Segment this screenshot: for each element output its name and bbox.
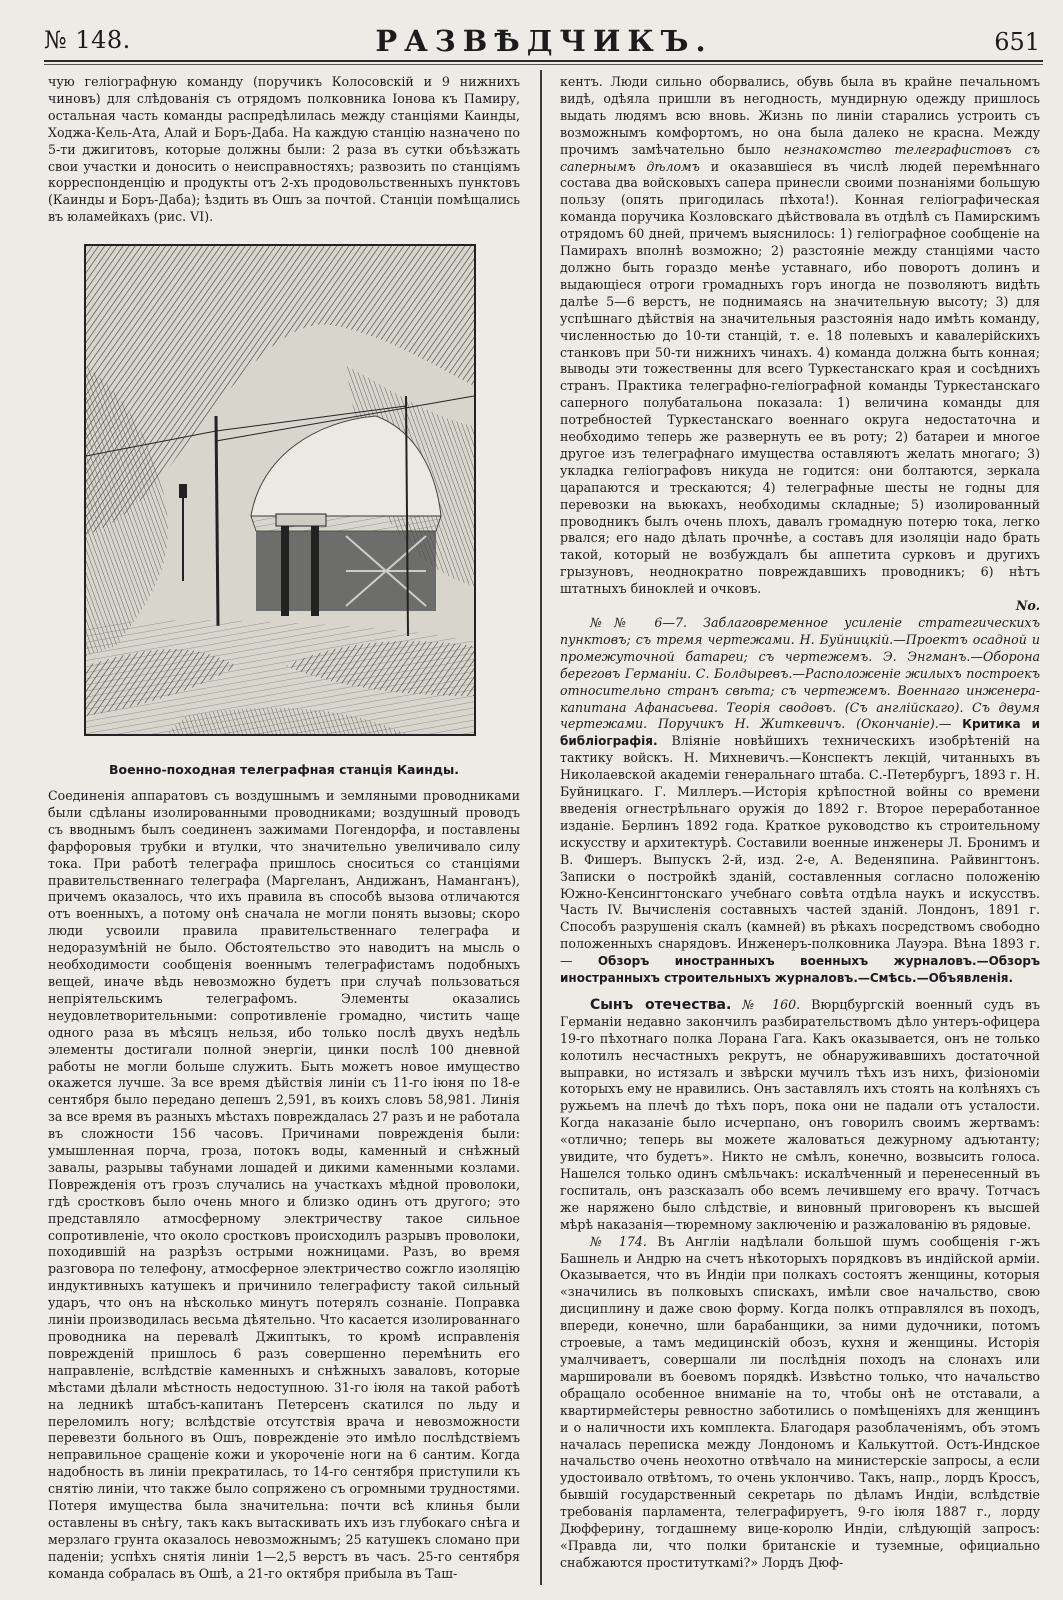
paragraph: Соединенія аппаратовъ съ воздушнымъ и земляными проводниками были сдѣланы изолированными проводниками; воздушный проводъ съ вводнымъ былъ соединенъ зажимами Погендорфа, и поставлены фарфоровыя трубки и втулки, что значительно увеличивало силу тока. При работѣ телеграфа пришлось сноситься со станціями правительственнаго телеграфа (Маргеланъ, Андижанъ, Наманганъ), причемъ оказалось, что ихъ правила въ способѣ вызова отличаются отъ военныхъ, а потому онѣ сначала не могли понять вызовы; скоро люди усвоили правила правительственнаго телеграфа и недоразумѣній не было. Обстоятельство это наводитъ на мысль о необходимости сообщенія военнымъ телеграфистамъ подобныхъ вещей, иначе вѣдь невозможно будетъ при случаѣ пользоваться непріятельскимъ телеграфомъ. Элементы оказались неудовлетворительными: сопротивленіе громадно, чистить чаще одного раза въ мѣсяцъ нельзя, ибо только послѣ двухъ недѣль элементы достигали полной энергіи, цинки послѣ 100 дневной работы не могли больше служить. Быть можетъ новое имущество окажется лучше. За все время дѣйствія линіи съ 11-го іюня по 18-е сентября было передано депешъ 2,591, въ коихъ словъ 58,981. Линія за все время въ разныхъ мѣстахъ повреждалась 27 разъ и не работала въ сложности 156 часовъ. Причинами поврежденія были: умышленная порча, гроза, потокъ воды, каменный и снѣжный завалы, разрывы табунами лошадей и дикими каменными козлами. Поврежденія отъ грозъ случались на участкахъ мѣдной проволоки, гдѣ сростковъ было очень много и близко одинъ отъ другого; это представляло атмосферному электричеству такое сильное сопротивленіе, что около сростковъ происходилъ разрывъ проволоки, походившій на разрѣзъ острыми ножницами. Разъ, во время разговора по телефону, атмосферное электричество сожгло изоляцію индуктивныхъ катушекъ и причинило телеграфисту такой сильный ударъ, что онъ на нѣсколько минутъ потерялъ сознаніе. Поправка линіи производилась весьма дѣятельно. Что касается изолированнаго проводника на перевалѣ Джиптыкъ, то кромѣ исправленія поврежденій пришлось 6 разъ совершенно перемѣнить его направленіе, вслѣдствіе каменныхъ и снѣжныхъ заваловъ, которые мѣстами дѣлали мѣстность недоступною. 31-го іюля на такой работѣ на ледникѣ штабсъ-капитанъ Петерсенъ скатился по льду и переломилъ ногу; вслѣдствіе отсутствія врача и невозможности перевезти больного въ Ошъ, поврежденіе это имѣло послѣдствіемъ неправильное сращеніе кожи и укороченіе ноги на 6 сантим. Когда надобность въ линіи прекратилась, то 14-го сентября приступили къ снятію линіи, что также было сопряжено съ огромными трудностями. Потеря имущества была значительна: почти всѣ клинья были оставлены въ снѣгу, такъ какъ вытаскивать ихъ изъ глубокаго снѣга и мерзлаго грунта оказалось невозможнымъ; 25 катушекъ сломано при паденіи; успѣхъ снятія линіи 1—2,5 верстъ въ часъ. 25-го сентября команда собралась въ Ошѣ, а 21-го октября прибыла въ Таш- (48, 788, 520, 1581)
right-column (560, 74, 1040, 1572)
figure-caption: Военно-походная телеграфная станція Каинды. (108, 762, 460, 777)
section-title-syn-otechestva: Сынъ отечества. (590, 996, 732, 1013)
text-run: и оказавшіеся въ числѣ людей перемѣннаго состава два войсковыхъ сапера принесли своими познаніями большую пользу (опять пригодилась пѣхота!). Конная геліографическая команда поручика Козловскаго дѣйствовала въ отдѣлѣ съ Памирскимъ отрядомъ 60 дней, причемъ выяснилось: 1) геліографное сообщеніе на Памирахъ вполнѣ возможно; 2) разстояніе между станціями часто должно быть гораздо менѣе уставнаго, ибо поворотъ долинъ и выдающіеся отроги громадныхъ горъ иногда не позволяютъ видѣть далѣе 5—6 верстъ, не поднимаясь на значительную высоту; 3) для успѣшнаго дѣйствія на значительныя разстоянія надо имѣть команду, численностью до 10-ти станцій, т. е. 18 полевыхъ и кавалерійскихъ станковъ при 50-ти нижнихъ чинахъ. 4) команда должна быть конная; выводы эти тожественны для всего Туркестанскаго края и сосѣднихъ странъ. Практика телеграфно-геліографной команды Туркестанскаго саперного полубатальона показала: 1) величина команды для потребностей Туркестанскаго военнаго округа недостаточна и необходимо теперь же развернуть ее въ роту; 2) батареи и многое другое изъ телеграфнаго имущества оставляютъ желать многаго; 3) укладка геліографовъ никуда не годится: они болтаются, зеркала царапаются и трескаются; 4) телеграфные шесты не годны для перевозки на вьюкахъ, необходимы складные; 5) изолированный проводникъ былъ очень плохъ, давалъ громадную потерю тока, легко рвался; его надо дѣлать прочнѣе, а составъ для изоляціи надо брать такой, который не возбуждалъ бы аппетита сурковъ и другихъ грызуновъ, неоднократно повреждавшихъ проводникъ; 6) нѣтъ штатныхъ биноклей и очковъ. (560, 158, 1040, 597)
text-run: №№ 6—7. Заблаговременное усиленіе стратегическихъ пунктовъ; съ тремя чертежами. Н. Буйницкій.—Проектъ осадной и промежуточной батареи; съ чертежемъ. Э. Энгманъ.—Оборона береговъ Германіи. С. Болдыревъ.—Расположеніе жилыхъ построекъ относительно странъ свѣта; съ чертежемъ. Военнаго инженера-капитана Афанасьева. Теорія сводовъ. (Съ англійскаго). Съ двумя чертежами. Поручикъ Н. Житкевичъ. (Окончаніе).— (560, 615, 1040, 732)
paragraph: чую геліографную команду (поручикъ Колосовскій и 9 нижнихъ чиновъ) для слѣдованія съ отрядомъ полковника Іонова къ Памиру, остальная часть команды распредѣлилась между станціями Каинды, Ходжа-Кель-Ата, Алай и Боръ-Даба. На каждую станцію назначено по 5-ти джигитовъ, которые должны были: 2 раза въ сутки объѣзжать свои участки и доносить о неисправностяхъ; развозить по станціямъ корреспонденцію и продукты отъ 2-хъ продовольственныхъ пунктовъ (Каинды и Боръ-Даба); ѣздить въ Ошъ за почтой. Станціи помѣщались въ юламейкахъ (рис. VI). (48, 74, 520, 225)
journal-end-list: Обзоръ иностранныхъ военныхъ журналовъ.—Обзоръ иностранныхъ строительныхъ журналовъ.—Смѣсь.—Объявленія. (560, 954, 1040, 986)
text-run: Вюрцбургскій военный судъ въ Германіи недавно закончилъ разбирательствомъ дѣло унтеръ-офицера 19-го пѣхотнаго полка Лорана Гага. Какъ оказывается, онъ не только колотилъ несчастныхъ рекрутъ, не обнаруживавшихъ достаточной выправки, но истязалъ и звѣрски мучилъ тѣхъ изъ нихъ, физіономіи которыхъ ему не нравились. Онъ заставлялъ ихъ стоять на колѣняхъ съ ружьемъ на плечѣ до тѣхъ поръ, пока они не падали отъ усталости. Когда наказаніе было исчерпано, онъ говорилъ своимъ жертвамъ: «отлично; теперь вы можете жаловаться дежурному адъютанту; увидите, что будетъ». Никто не смѣлъ, конечно, возвысить голоса. Нашелся только одинъ смѣльчакъ: искалѣченный и перенесенный въ госпиталь, онъ разсказалъ обо всемъ лечившему его врачу. Тотчасъ же наряжено было слѣдствіе, и виновный приговоренъ къ высшей мѣрѣ наказанія—тюремному заключенію и разжалованію въ рядовые. (560, 996, 1040, 1232)
newspaper-title: РАЗВѢДЧИКЪ. (375, 24, 713, 58)
page-header (44, 22, 1044, 58)
text-run: Въ Англіи надѣлали большой шумъ сообщенія г-жъ Башнель и Андрю на счетъ нѣкоторыхъ порядковъ въ индійской арміи. Оказывается, что въ Индіи при полкахъ состоятъ женщины, которыя «значились въ полковыхъ спискахъ, имѣли свое начальство, свою дисциплину и даже свою форму. Когда полкъ отправлялся въ походъ, впереди, конечно, шли барабанщики, за ними дудочники, потомъ строевые, а тамъ медицинскій обозъ, кухня и женщины. Исторія умалчиваетъ, совершали ли послѣднія походъ на слонахъ или маршировали въ боевомъ порядкѣ. Извѣстно только, что начальство обращало особенное вниманіе на то, чтобы онѣ не отставали, а квартирмейстеры ревностно заботились о помѣщеніяхъ для женщинъ и о наличности ихъ комплекта. Благодаря разоблаченіямъ, объ этомъ началась переписка между Лондономъ и Калькуттой. Остъ-Индское начальство очень неохотно отвѣчало на министерскіе запросы, а если удостоивало отвѣтомъ, то очень уклончиво. Такъ, напр., лордъ Кроссъ, бывшій государственный секретарь по дѣламъ Индіи, вслѣдствіе требованія парламента, телеграфируетъ, 9-го іюля 1887 г., лорду Дюфферину, тогдашнему вице-королю Индіи, слѣдующій запросъ: «Правда ли, что полки британскіе и туземные, официально снабжаются проституткамі?» Лордъ Дюф- (560, 1233, 1040, 1570)
syn-otechestva-paragraph-2 (560, 1234, 1040, 1572)
header-rule (44, 60, 1043, 62)
syn-otechestva-paragraph (560, 997, 1040, 1234)
author-signature: No. (1015, 598, 1040, 614)
italic-phrase: незнакомство телеграфистовъ съ сапернымъ дѣломъ (560, 141, 1040, 174)
engraving-image (86, 246, 474, 734)
journal-contents (560, 615, 1040, 987)
header-rule-thin (44, 64, 1043, 65)
text-run: Вліяніе новѣйшихъ техническихъ изобрѣтеній на тактику войскъ. Н. Михневичъ.—Конспектъ лекцій, читанныхъ въ Николаевской академіи генеральнаго штаба. С.-Петербургъ, 1893 г. Н. Буйницкаго. Г. Миллеръ.—Исторія крѣпостной войны со времени введенія огнестрѣльнаго оружія до 1892 г. Второе переработанное изданіе. Берлинъ 1892 года. Краткое руководство къ строительному искусству и архитектурѣ. Составили военные инженеры Л. Бронимъ и В. Фишеръ. Выпускъ 2-й, изд. 2-е, А. Веденяпина. Райвингтонъ. Записки о постройкѣ зданій, составленныя согласно положенію Южно-Кенсингтонскаго учебнаго совѣта отдѣла наукъ и искусствъ. Часть IV. Вычисленія составныхъ частей зданій. Лондонъ, 1891 г. Способъ разрушенія скалъ (камней) въ рѣкахъ посредствомъ свободно положенныхъ снарядовъ. Инженеръ-полковника Лауэра. Вѣна 1893 г.— (560, 733, 1040, 969)
text-run: кентъ. Люди сильно оборвались, обувь была въ крайне печальномъ видѣ, одѣяла пришли въ негодность, мундирную одежду пришлось выдать людямъ всю вновь. Жизнь по линіи старались устроить съ возможнымъ комфортомъ, но она была далеко не красна. Между прочимъ замѣчательно было (560, 74, 1040, 157)
left-column-bottom (48, 788, 520, 1583)
column-divider (540, 70, 542, 1585)
station-illustration (84, 244, 476, 736)
left-column-top (48, 74, 520, 226)
issue-number: № 148. (44, 26, 131, 54)
page-number: 651 (994, 28, 1040, 56)
issue-ref: № 174. (590, 1233, 647, 1249)
paragraph-continued (560, 74, 1040, 598)
section-heading-critique: Критика и библіографія. (560, 717, 1040, 749)
issue-ref: № 160. (742, 996, 801, 1012)
